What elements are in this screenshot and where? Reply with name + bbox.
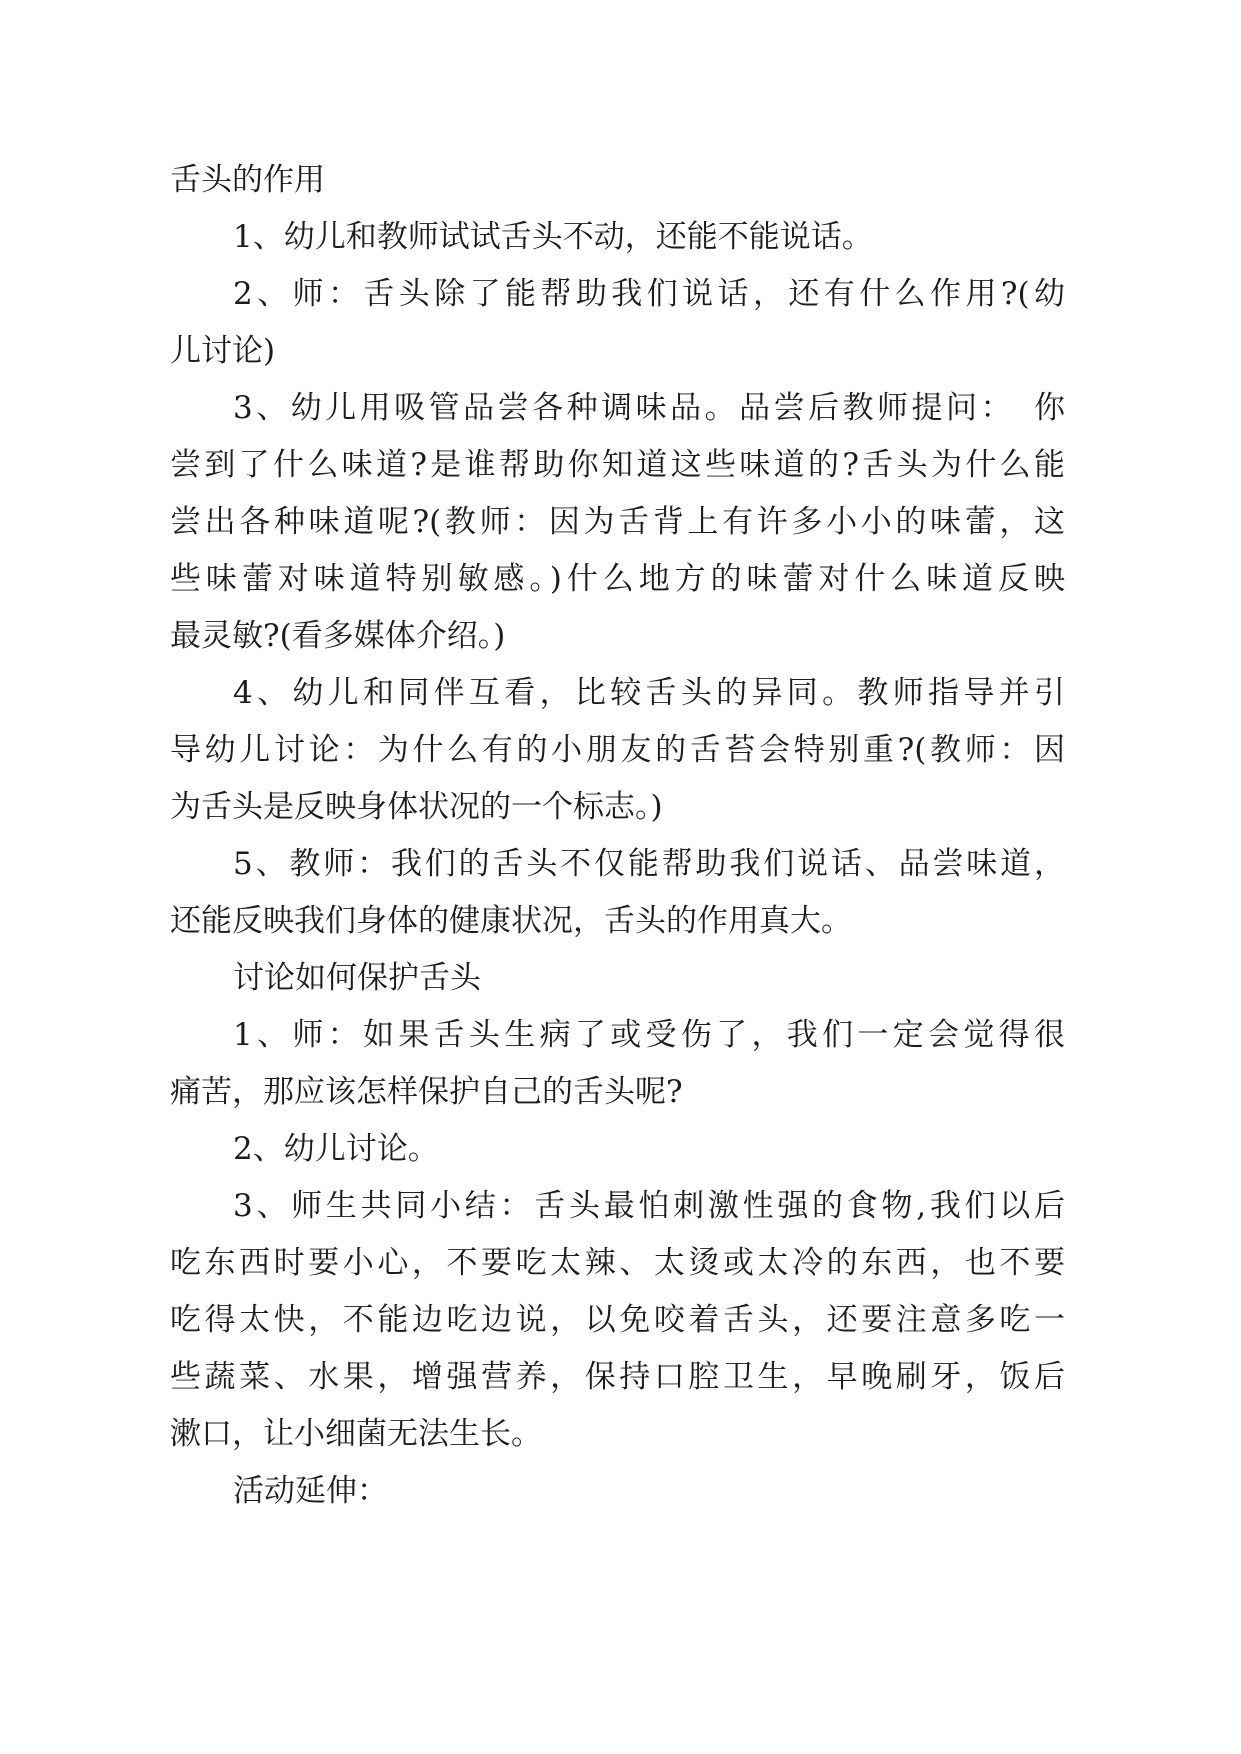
text-line: 2、幼儿讨论。 xyxy=(233,1131,439,1167)
text-line: 漱口，让小细菌无法生长。 xyxy=(170,1416,542,1452)
text-line: 痛苦，那应该怎样保护自己的舌头呢? xyxy=(170,1074,683,1110)
text-line: 4、幼儿和同伴互看，比较舌头的异同。教师指导并引 xyxy=(233,675,1065,711)
text-line: 吃东西时要小心，不要吃太辣、太烫或太冷的东西，也不要 xyxy=(170,1245,1065,1281)
text-line: 3、师生共同小结：舌头最怕刺激性强的食物,我们以后 xyxy=(233,1188,1065,1224)
text-line: 1、师：如果舌头生病了或受伤了，我们一定会觉得很 xyxy=(233,1017,1065,1053)
document-body xyxy=(170,152,1065,1520)
text-line: 最灵敏?(看多媒体介绍。) xyxy=(170,618,506,654)
text-line: 些蔬菜、水果，增强营养，保持口腔卫生，早晚刷牙，饭后 xyxy=(170,1359,1065,1395)
section-heading: 讨论如何保护舌头 xyxy=(233,960,481,996)
text-line: 为舌头是反映身体状况的一个标志。) xyxy=(170,789,663,825)
text-line: 尝出各种味道呢?(教师：因为舌背上有许多小小的味蕾，这 xyxy=(170,504,1065,540)
text-line: 尝到了什么味道?是谁帮助你知道这些味道的?舌头为什么能 xyxy=(170,447,1065,483)
text-line: 导幼儿讨论：为什么有的小朋友的舌苔会特别重?(教师：因 xyxy=(170,732,1065,768)
text-line: 1、幼儿和教师试试舌头不动，还能不能说话。 xyxy=(233,219,873,255)
section-heading: 舌头的作用 xyxy=(170,162,325,198)
text-line: 吃得太快，不能边吃边说，以免咬着舌头，还要注意多吃一 xyxy=(170,1302,1065,1338)
text-line: 些味蕾对味道特别敏感。)什么地方的味蕾对什么味道反映 xyxy=(170,561,1065,597)
text-line: 儿讨论) xyxy=(170,333,276,369)
text-line: 还能反映我们身体的健康状况，舌头的作用真大。 xyxy=(170,903,852,939)
section-heading: 活动延伸： xyxy=(233,1473,388,1509)
text-line: 5、教师：我们的舌头不仅能帮助我们说话、品尝味道， xyxy=(233,846,1065,882)
text-line: 2、师：舌头除了能帮助我们说话，还有什么作用?(幼 xyxy=(233,276,1065,312)
text-line: 3、幼儿用吸管品尝各种调味品。品尝后教师提问： 你 xyxy=(233,390,1065,426)
